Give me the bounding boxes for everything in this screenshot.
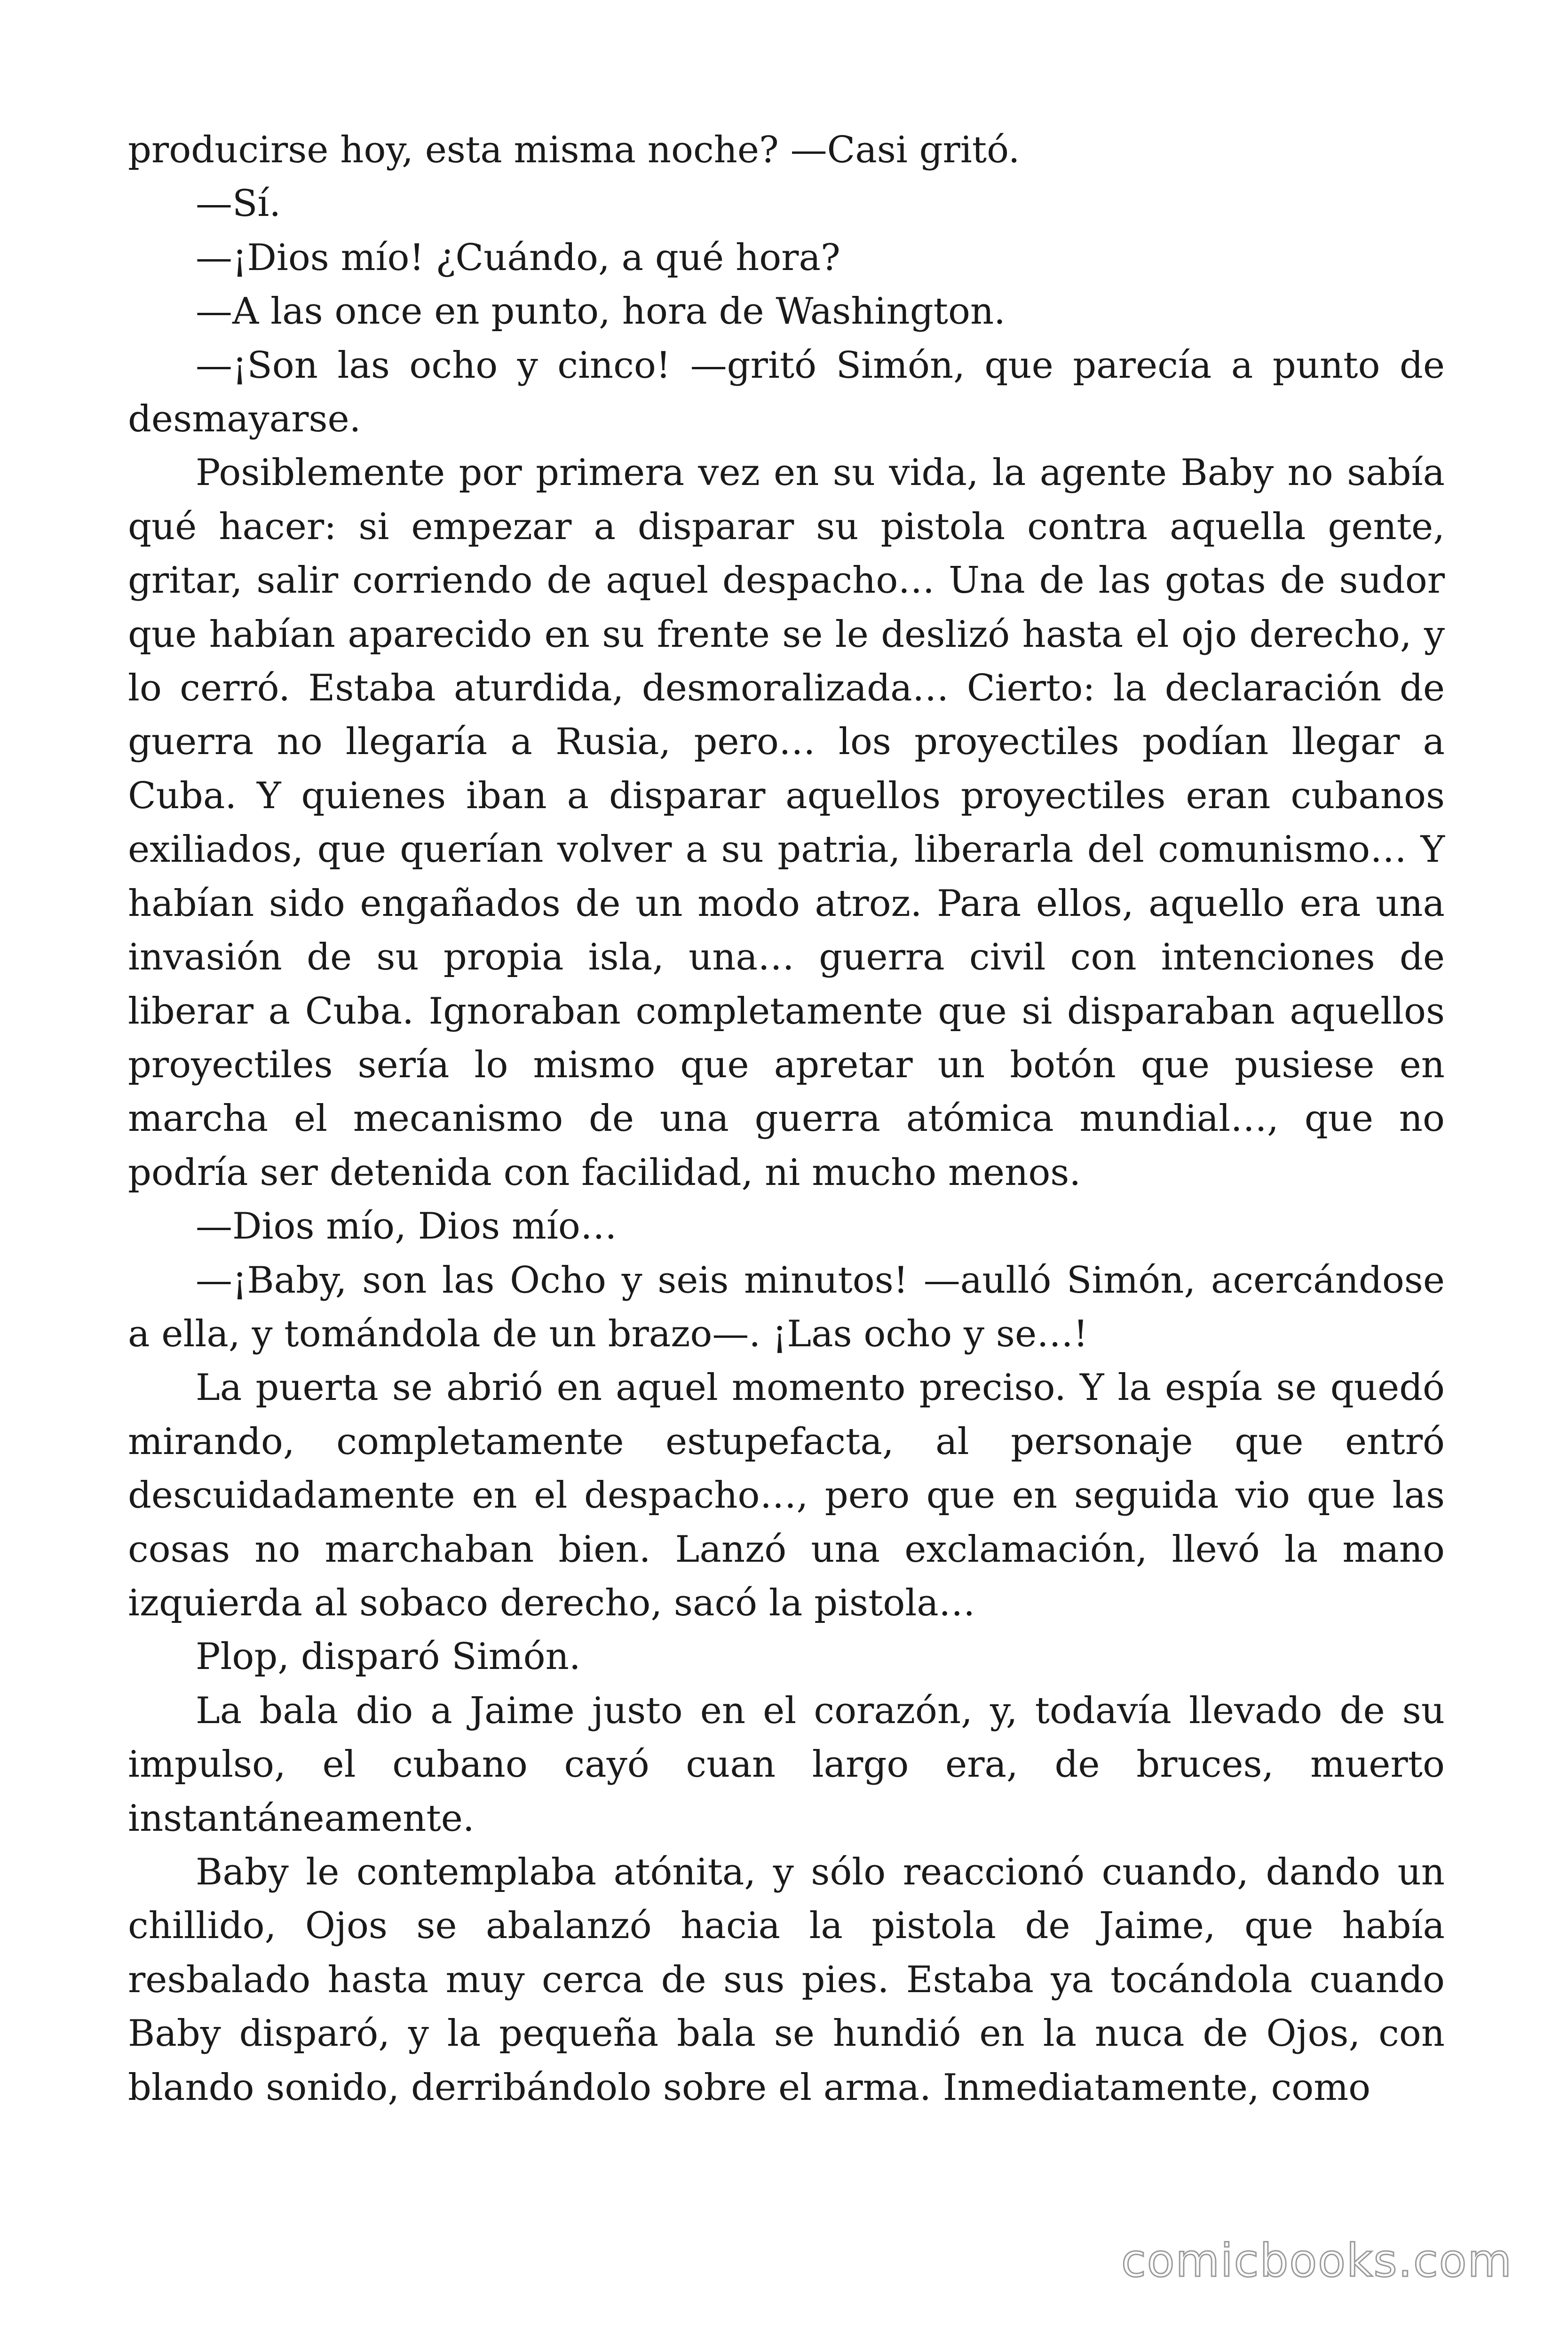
paragraph: —A las once en punto, hora de Washington. xyxy=(196,290,1006,333)
paragraph: —Dios mío, Dios mío… xyxy=(196,1205,617,1248)
paragraph: Plop, disparó Simón. xyxy=(196,1636,581,1678)
page-body xyxy=(128,123,1445,2114)
paragraph: producirse hoy, esta misma noche? —Casi gritó. xyxy=(128,129,1020,171)
paragraph: La puerta se abrió en aquel momento preciso. Y la espía se quedó mirando, completamente estupefacta, al personaje que entró descuidadamente en el despacho…, pero que en seguida vio que las cosas no marchaban bien. Lanzó una exclamación, llevó la mano izquierda al sobaco derecho, sacó la pistola… xyxy=(128,1367,1445,1624)
watermark: comicbooks.com xyxy=(1121,2234,1513,2287)
paragraph: —Sí. xyxy=(196,183,281,225)
paragraph: Posiblemente por primera vez en su vida, la agente Baby no sabía qué hacer: si empezar a disparar su pistola contra aquella gente, gritar, salir corriendo de aquel despacho… Una de las gotas de sudor que habían aparecido en su frente se le deslizó hasta el ojo derecho, y lo cerró. Estaba aturdida, desmoralizada… Cierto: la declaración de guerra no llegaría a Rusia, pero… los proyectiles podían llegar a Cuba. Y quienes iban a disparar aquellos proyectiles eran cubanos exiliados, que querían volver a su patria, liberarla del comunismo… Y habían sido engañados de un modo atroz. Para ellos, aquello era una invasión de su propia isla, una… guerra civil con intenciones de liberar a Cuba. Ignoraban completamente que si disparaban aquellos proyectiles sería lo mismo que apretar un botón que pusiese en marcha el mecanismo de una guerra atómica mundial…, que no podría ser detenida con facilidad, ni mucho menos. xyxy=(128,452,1445,1194)
paragraph: —¡Son las ocho y cinco! —gritó Simón, que parecía a punto de desmayarse. xyxy=(128,344,1445,441)
paragraph: —¡Baby, son las Ocho y seis minutos! —aulló Simón, acercándose a ella, y tomándola de un brazo—. ¡Las ocho y se…! xyxy=(128,1259,1445,1355)
paragraph: La bala dio a Jaime justo en el corazón, y, todavía llevado de su impulso, el cubano cayó cuan largo era, de bruces, muerto instantáneamente. xyxy=(128,1689,1445,1840)
paragraph: —¡Dios mío! ¿Cuándo, a qué hora? xyxy=(196,236,840,279)
paragraph: Baby le contemplaba atónita, y sólo reaccionó cuando, dando un chillido, Ojos se abalanzó hacia la pistola de Jaime, que había resbalado hasta muy cerca de sus pies. Estaba ya tocándola cuando Baby disparó, y la pequeña bala se hundió en la nuca de Ojos, con blando sonido, derribándolo sobre el arma. Inmediatamente, como xyxy=(128,1851,1445,2109)
